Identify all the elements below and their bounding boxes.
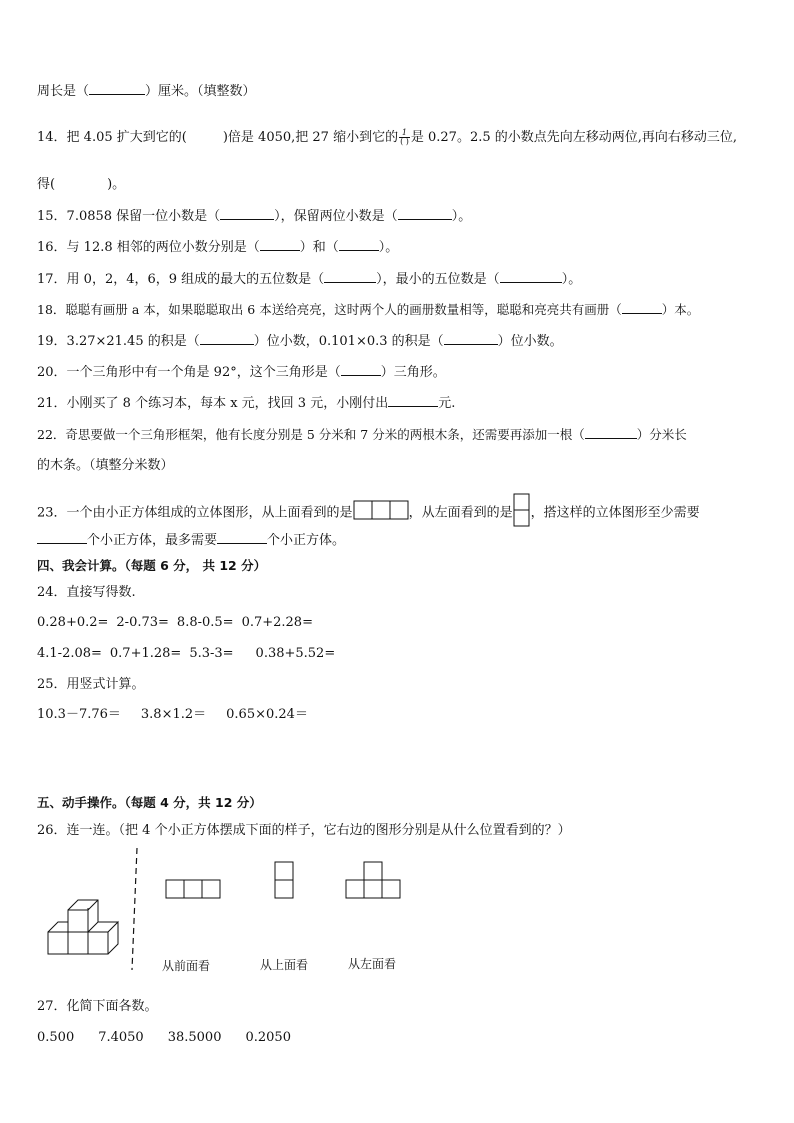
question-number: 24． [37, 585, 67, 600]
question-23 [37, 493, 700, 533]
q16-text-a: 与 12.8 相邻的两位小数分别是（ [66, 240, 260, 255]
q16-text-c: ）。 [378, 240, 399, 255]
calc-item: 0.65×0.24＝ [226, 707, 308, 722]
question-14-cont [37, 176, 125, 194]
q14-text-b: )倍是 4050,把 27 缩小到它的 [222, 130, 399, 145]
calc-item: 0.7+1.28= [109, 646, 182, 661]
q25-text: 用竖式计算。 [66, 677, 145, 692]
q13-text-post: ）厘米。（填整数） [145, 84, 256, 99]
question-number: 14． [37, 130, 67, 145]
q19-text-b: ）位小数，0.101×0.3 的积是（ [253, 334, 444, 349]
view-label-front[interactable]: 从前面看 [162, 959, 211, 973]
top-view-figure-2 [275, 862, 293, 898]
fraction-denominator: ( ) [400, 137, 409, 146]
fraction-numerator: 1 [399, 129, 410, 138]
question-16 [37, 238, 398, 257]
calc-item: 3.8×1.2＝ [140, 707, 207, 722]
question-18 [37, 301, 699, 319]
answer-blank[interactable] [260, 238, 300, 251]
q17-text-b: ），最小的五位数是（ [376, 272, 500, 287]
calc-item: 0.7+2.28= [241, 615, 313, 630]
q27-text: 化简下面各数。 [66, 999, 158, 1014]
number-item: 38.5000 [167, 1030, 222, 1045]
question-number: 20． [37, 365, 67, 380]
question-number: 22． [37, 427, 66, 442]
question-number: 21． [37, 396, 67, 411]
q24-row-1 [37, 614, 321, 632]
q18-text-a: 聪聪有画册 a 本，如果聪聪取出 6 本送给亮亮，这时两个人的画册数量相等，聪聪和亮亮共有画册（ [65, 302, 622, 317]
answer-blank[interactable] [341, 363, 381, 376]
number-item: 7.4050 [98, 1030, 144, 1045]
q27-values-row [37, 1029, 299, 1047]
q21-text-a: 小刚买了 8 个练习本，每本 x 元，找回 3 元，小刚付出 [66, 396, 389, 411]
question-14 [37, 129, 737, 147]
q23-text-c: ，搭这样的立体图形至少需要 [530, 505, 700, 521]
question-25 [37, 676, 145, 694]
front-view-figure [166, 880, 220, 898]
q23-text-a: 一个由小正方体组成的立体图形，从上面看到的是 [66, 505, 353, 521]
answer-blank[interactable] [37, 531, 87, 544]
q18-text-b: ）本。 [661, 302, 700, 317]
q19-text-c: ）位小数。 [497, 334, 563, 349]
question-26 [37, 822, 571, 840]
calc-item: 10.3－7.76＝ [37, 707, 121, 722]
question-number: 18． [37, 302, 66, 317]
top-view-figure [353, 499, 409, 527]
calc-item: 0.28+0.2= [37, 615, 109, 630]
answer-blank[interactable] [324, 270, 376, 283]
question-number: 23． [37, 505, 67, 521]
answer-blank[interactable] [217, 531, 267, 544]
q17-text-a: 用 0，2，4，6，9 组成的最大的五位数是（ [66, 272, 325, 287]
view-label-left[interactable]: 从左面看 [348, 957, 397, 971]
question-22-cont [37, 457, 174, 475]
calc-item: 8.8-0.5= [176, 615, 234, 630]
q23-text-d: 个小正方体，最多需要 [87, 533, 218, 548]
number-item: 0.500 [37, 1030, 75, 1045]
answer-blank[interactable] [585, 426, 637, 439]
question-19 [37, 332, 563, 351]
question-number: 17． [37, 272, 67, 287]
q13-continuation [37, 82, 256, 101]
question-number: 19． [37, 334, 67, 349]
question-22 [37, 426, 687, 444]
question-27 [37, 998, 158, 1016]
q21-text-b: 元. [438, 396, 456, 411]
q24-text: 直接写得数. [66, 585, 136, 600]
calc-item: 2-0.73= [116, 615, 169, 630]
calc-item: 5.3-3= [189, 646, 234, 661]
answer-blank[interactable] [622, 301, 662, 314]
answer-blank[interactable] [339, 238, 379, 251]
dashed-divider [132, 848, 137, 970]
q16-text-b: ）和（ [299, 240, 339, 255]
answer-blank[interactable] [500, 270, 562, 283]
question-21 [37, 394, 455, 413]
section-5-title: 五、动手操作。（每题 4 分，共 12 分） [37, 795, 262, 810]
question-15 [37, 207, 471, 226]
question-17 [37, 270, 581, 289]
answer-blank[interactable] [388, 394, 438, 407]
answer-blank[interactable] [220, 207, 274, 220]
fraction [399, 129, 410, 146]
q15-text-b: ），保留两位小数是（ [274, 209, 398, 224]
question-number: 15． [37, 209, 67, 224]
q13-text-pre: 周长是（ [37, 84, 90, 99]
calc-item: 4.1-2.08= [37, 646, 102, 661]
q23-text-e: 个小正方体。 [267, 533, 346, 548]
calc-item: 0.38+5.52= [255, 646, 336, 661]
q14-text-e: )。 [107, 177, 126, 192]
question-number: 25． [37, 677, 67, 692]
number-item: 0.2050 [245, 1030, 291, 1045]
cube-stack-drawing [48, 900, 118, 954]
q22-text-c: 的木条。（填整分米数） [37, 458, 174, 473]
section-4-title: 四、我会计算。（每题 6 分， 共 12 分） [37, 558, 267, 573]
answer-blank[interactable] [444, 332, 498, 345]
question-number: 26． [37, 823, 67, 838]
question-number: 27． [37, 999, 67, 1014]
question-24 [37, 584, 136, 602]
answer-blank[interactable] [398, 207, 452, 220]
q15-text-a: 7.0858 保留一位小数是（ [66, 209, 221, 224]
q24-row-2 [37, 645, 343, 663]
q15-text-c: ）。 [451, 209, 472, 224]
question-number: 16． [37, 240, 67, 255]
q20-text-b: ）三角形。 [380, 365, 446, 380]
q14-text-a: 把 4.05 扩大到它的( [66, 130, 187, 145]
left-view-figure-2 [346, 862, 400, 898]
answer-blank[interactable] [89, 82, 145, 95]
answer-blank[interactable] [200, 332, 254, 345]
q14-text-c: 是 0.27。2.5 的小数点先向左移动两位,再向右移动三位, [410, 130, 738, 145]
q20-text-a: 一个三角形中有一个角是 92°，这个三角形是（ [66, 365, 341, 380]
question-23-cont [37, 531, 345, 550]
q17-text-c: ）。 [561, 272, 582, 287]
q23-text-b: ，从左面看到的是 [408, 505, 513, 521]
q22-text-b: ）分米长 [636, 427, 687, 442]
q25-row [37, 706, 316, 724]
question-20 [37, 363, 446, 382]
q14-text-d: 得( [37, 177, 56, 192]
q26-text: 连一连。（把 4 个小正方体摆成下面的样子，它右边的图形分别是从什么位置看到的？） [66, 823, 571, 838]
view-label-top[interactable]: 从上面看 [260, 958, 309, 972]
q19-text-a: 3.27×21.45 的积是（ [66, 334, 200, 349]
q22-text-a: 奇思要做一个三角形框架，他有长度分别是 5 分米和 7 分米的两根木条，还需要再添加一根（ [65, 427, 585, 442]
left-view-figure [513, 493, 531, 533]
